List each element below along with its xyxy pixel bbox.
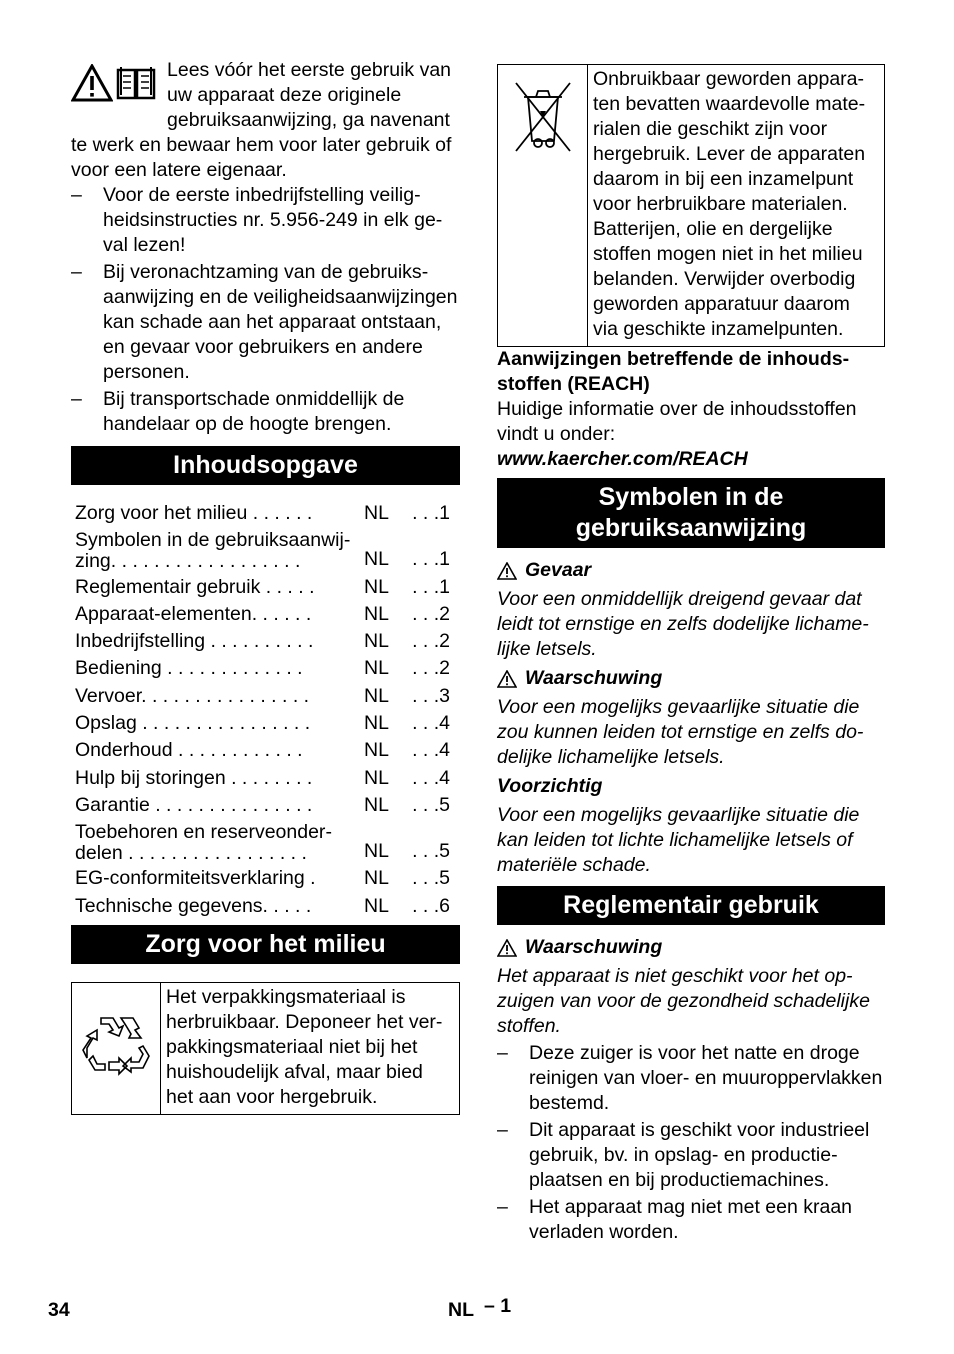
warning-triangle-icon	[497, 939, 517, 957]
section-heading-toc: Inhoudsopgave	[71, 446, 460, 485]
toc-page: . . .2	[412, 630, 450, 653]
gevaar-heading	[497, 558, 885, 583]
toc-lang: NL	[364, 630, 389, 653]
toc-row[interactable]	[71, 499, 460, 526]
waarschuwing-heading	[497, 666, 885, 691]
waarschuwing-label: Waarschuwing	[525, 667, 663, 689]
toc-page: . . .1	[412, 575, 450, 598]
toc-page: . . .4	[412, 712, 450, 735]
toc-page: . . .4	[412, 739, 450, 762]
toc-title: Symbolen in de gebruiksaanwijzing. . . . . . . . . . . . . . . . . .	[75, 530, 351, 573]
toc-row[interactable]	[71, 891, 460, 918]
list-item-text: Dit apparaat is geschikt voor industrieel gebruik, bv. in opslag- en productieplaatsen en bij productiemachines.	[529, 1119, 870, 1191]
toc-page: . . .5	[412, 793, 450, 816]
voorzichtig-label: Voorzichtig	[497, 775, 603, 797]
weee-text: Onbruikbaar geworden apparaten bevatten waardevolle materialen die geschikt zijn voor hergebruik. Lever de apparaten daarom in bij een inzamelpunt voor herbruikbare materialen. Batterijen, olie en dergelijke stoffen mogen niet in het milieu belanden. Verwijder overbodig geworden apparatuur daarom via geschikte inzamelpunten.	[588, 65, 885, 347]
list-item	[497, 1118, 885, 1193]
right-column	[497, 64, 885, 1245]
toc-row[interactable]	[71, 526, 460, 572]
toc-lang: NL	[364, 548, 389, 571]
recycle-icon	[79, 1010, 153, 1080]
toc-page: . . .3	[412, 684, 450, 707]
toc-title: EG-conformiteitsverklaring .	[75, 867, 316, 890]
toc-title: Hulp bij storingen . . . . . . . .	[75, 766, 313, 789]
section-heading-milieu: Zorg voor het milieu	[71, 925, 460, 964]
warning-triangle-icon	[497, 670, 517, 688]
gebruik-warning-heading	[497, 935, 885, 960]
warning-triangle-icon	[497, 562, 517, 580]
weee-icon-cell	[498, 65, 588, 347]
toc-row[interactable]	[71, 736, 460, 763]
toc-page: . . .2	[412, 657, 450, 680]
dash-marker: –	[71, 388, 82, 410]
toc-row[interactable]	[71, 709, 460, 736]
toc-row[interactable]	[71, 681, 460, 708]
toc-row[interactable]	[71, 864, 460, 891]
section-heading-gebruik: Reglementair gebruik	[497, 886, 885, 925]
gevaar-text: Voor een onmiddellijk dreigend gevaar dat leidt tot ernstige en zelfs dodelijke lichamelijke letsels.	[497, 588, 869, 660]
toc-page: . . .5	[412, 839, 450, 862]
toc-page: . . .1	[412, 548, 450, 571]
voorzichtig-text: Voor een mogelijks gevaarlijke situatie die kan leiden tot lichte lichamelijke letsels of materiële schade.	[497, 804, 860, 876]
toc-lang: NL	[364, 894, 389, 917]
list-item	[497, 1041, 885, 1116]
recycle-text: Het verpakkingsmateriaal is herbruikbaar. Deponeer het verpakkingsmateriaal niet bij het huishoudelijk afval, maar bied het aan voor hergebruik.	[161, 982, 460, 1114]
footer-local-page: – 1	[484, 1295, 512, 1317]
toc-row[interactable]	[71, 763, 460, 790]
warning-triangle-icon	[71, 64, 113, 102]
list-item-text: Bij veronachtzaming van de gebruiksaanwijzing en de veiligheidsaanwijzingen kan schade aan het apparaat ontstaan, en gevaar voor gebruikers en andere personen.	[103, 261, 458, 383]
intro-text: Lees vóór het eerste gebruik van uw apparaat deze originele gebruiksaanwijzing, ga navenant te werk en bewaar hem voor later gebruik of voor een latere eigenaar.	[71, 59, 452, 181]
toc-title: Technische gegevens. . . . .	[75, 894, 312, 917]
dash-marker: –	[71, 184, 82, 206]
toc-lang: NL	[364, 602, 389, 625]
toc-row[interactable]	[71, 818, 460, 864]
toc-title: Inbedrijfstelling . . . . . . . . . .	[75, 630, 314, 653]
list-item-text: Bij transportschade onmiddellijk de handelaar op de hoogte brengen.	[103, 388, 405, 435]
toc-title: Vervoer. . . . . . . . . . . . . . . .	[75, 684, 310, 707]
toc-title: Reglementair gebruik . . . . .	[75, 575, 315, 598]
crossed-bin-icon	[510, 79, 576, 155]
toc-page: . . .4	[412, 766, 450, 789]
toc-page: . . .1	[412, 502, 450, 525]
list-item	[71, 260, 460, 385]
gebruik-bullets	[497, 1041, 885, 1245]
toc-lang: NL	[364, 766, 389, 789]
intro-bullets	[71, 183, 460, 437]
list-item	[497, 1195, 885, 1245]
toc-row[interactable]	[71, 627, 460, 654]
toc-title: Garantie . . . . . . . . . . . . . . .	[75, 793, 313, 816]
waarschuwing-text: Voor een mogelijks gevaarlijke situatie die zou kunnen leiden tot ernstige en zelfs dodelijke lichamelijke letsels.	[497, 696, 864, 768]
list-item-text: Het apparaat mag niet met een kraan verladen worden.	[529, 1196, 853, 1243]
intro-icons	[71, 64, 161, 114]
toc-row[interactable]	[71, 572, 460, 599]
toc-title: Toebehoren en reserveonderdelen . . . . . . . . . . . . . . . . .	[75, 821, 332, 864]
gebruik-warning-text: Het apparaat is niet geschikt voor het opzuigen van voor de gezondheid schadelijke stoffen.	[497, 965, 870, 1037]
toc-lang: NL	[364, 712, 389, 735]
toc-row[interactable]	[71, 654, 460, 681]
footer-language: NL	[448, 1299, 474, 1321]
dash-marker: –	[497, 1042, 508, 1064]
reach-text: Huidige informatie over de inhoudsstoffen vindt u onder:	[497, 398, 857, 445]
toc-page: . . .6	[412, 894, 450, 917]
toc-lang: NL	[364, 575, 389, 598]
toc-lang: NL	[364, 502, 389, 525]
recycle-box	[71, 982, 460, 1115]
toc-title: Zorg voor het milieu . . . . . .	[75, 502, 313, 525]
dash-marker: –	[71, 261, 82, 283]
reach-link[interactable]: www.kaercher.com/REACH	[497, 448, 748, 470]
toc-title: Bediening . . . . . . . . . . . . .	[75, 657, 303, 680]
gevaar-label: Gevaar	[525, 559, 592, 581]
page-number: 34	[48, 1299, 70, 1321]
toc-lang: NL	[364, 793, 389, 816]
toc-row[interactable]	[71, 791, 460, 818]
toc-title: Opslag . . . . . . . . . . . . . . . .	[75, 712, 311, 735]
manual-book-icon	[115, 64, 157, 102]
reach-heading: Aanwijzingen betreffende de inhoudsstoffen (REACH)	[497, 348, 850, 395]
toc-row[interactable]	[71, 600, 460, 627]
list-item	[71, 183, 460, 258]
dash-marker: –	[497, 1119, 508, 1141]
toc-lang: NL	[364, 839, 389, 862]
recycle-icon-cell	[72, 982, 161, 1114]
section-heading-symbolen: Symbolen in de gebruiksaanwijzing	[497, 478, 885, 548]
left-column	[71, 58, 460, 1115]
dash-marker: –	[497, 1196, 508, 1218]
table-of-contents	[71, 499, 460, 919]
toc-title: Onderhoud . . . . . . . . . . . .	[75, 739, 303, 762]
toc-lang: NL	[364, 867, 389, 890]
toc-lang: NL	[364, 739, 389, 762]
toc-lang: NL	[364, 657, 389, 680]
toc-page: . . .2	[412, 602, 450, 625]
gebruik-warning-label: Waarschuwing	[525, 936, 663, 958]
intro-section	[71, 58, 460, 183]
list-item-text: Voor de eerste inbedrijfstelling veiligheidsinstructies nr. 5.956-249 in elk geval lezen!	[103, 184, 443, 256]
list-item-text: Deze zuiger is voor het natte en droge reinigen van vloer- en muuroppervlakken bestemd.	[529, 1042, 883, 1114]
weee-box	[497, 64, 885, 347]
toc-title: Apparaat-elementen. . . . . .	[75, 602, 312, 625]
toc-lang: NL	[364, 684, 389, 707]
list-item	[71, 387, 460, 437]
toc-page: . . .5	[412, 867, 450, 890]
